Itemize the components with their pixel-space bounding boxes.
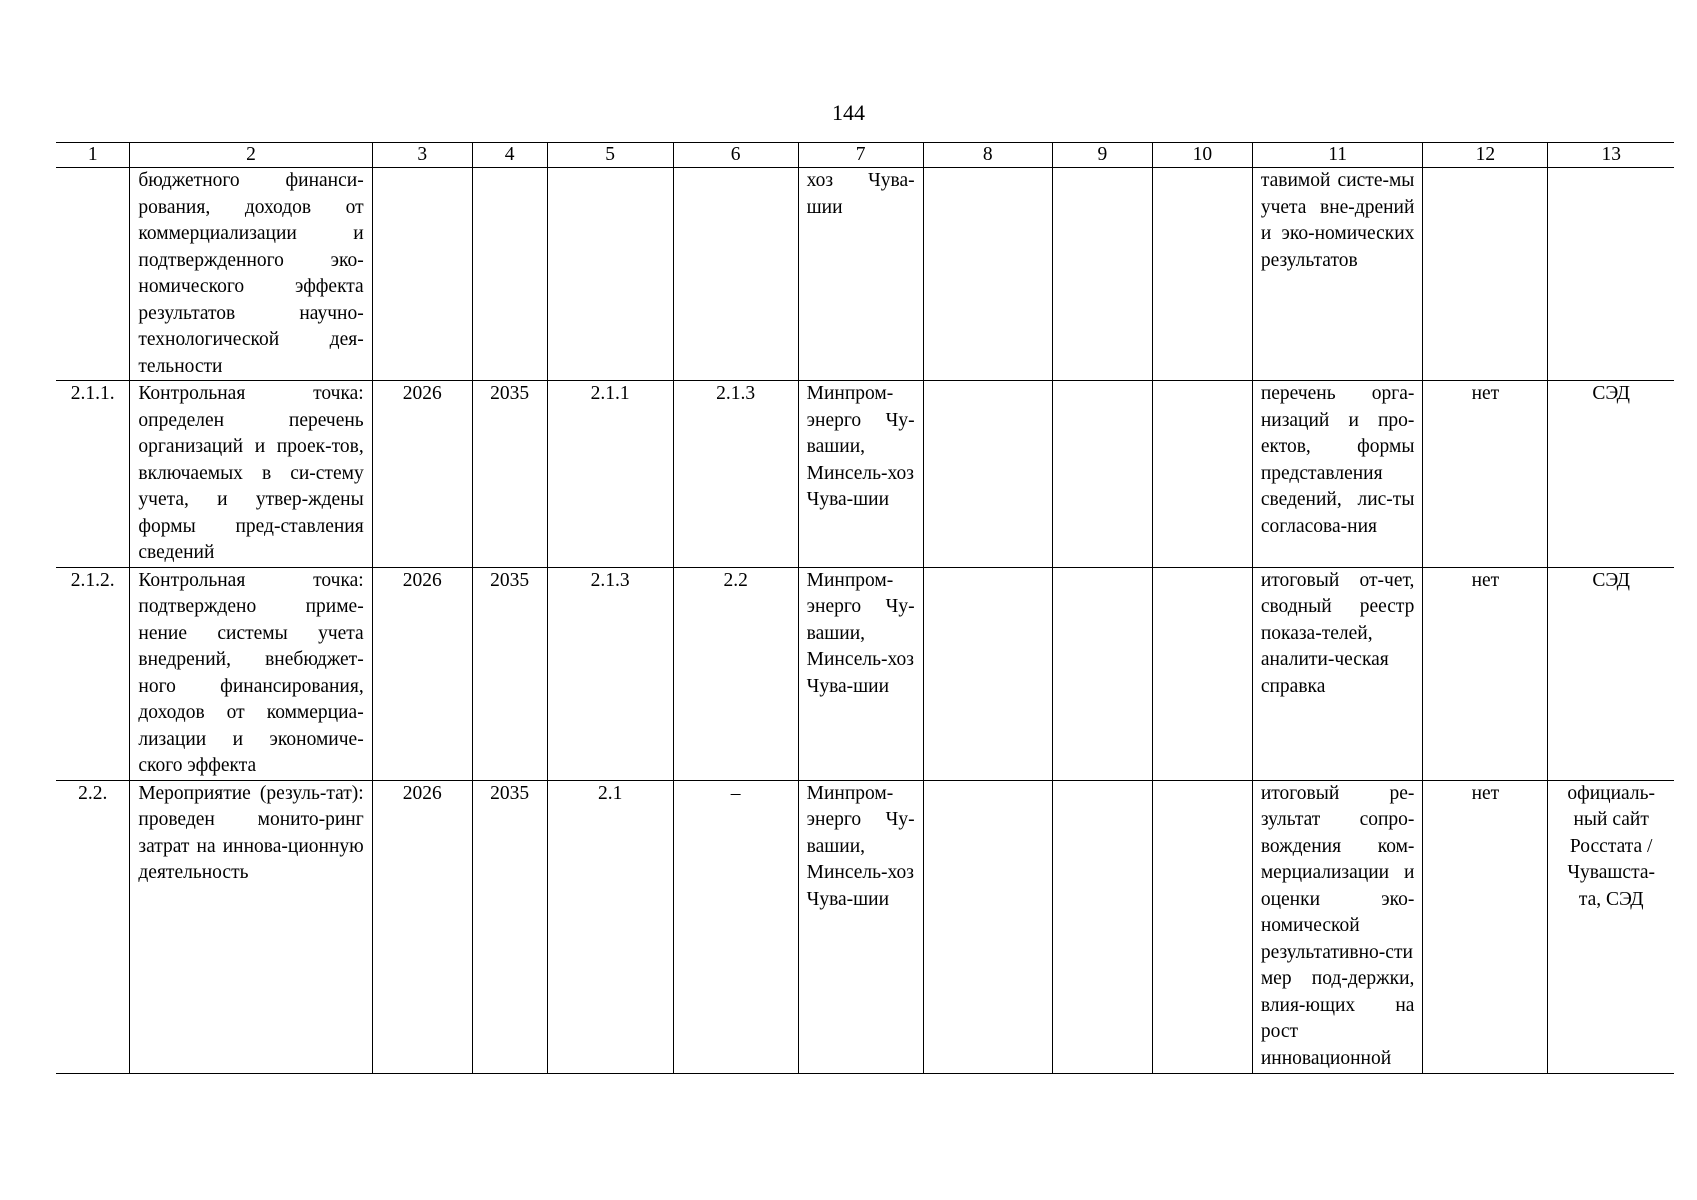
cell-number: 2.1.1. (56, 381, 130, 568)
cell-col10 (1152, 381, 1252, 568)
cell-col10 (1152, 567, 1252, 780)
cell-col12: нет (1423, 780, 1548, 1073)
table-row (56, 567, 1674, 780)
cell-start-year (372, 168, 472, 381)
cell-col8 (923, 567, 1052, 780)
cell-col10 (1152, 168, 1252, 381)
cell-end-year: 2035 (472, 567, 547, 780)
cell-col12: нет (1423, 381, 1548, 568)
cell-responsible: Минпром-энерго Чу-вашии, Минсель-хоз Чува-шии (798, 780, 923, 1073)
cell-col12 (1423, 168, 1548, 381)
cell-end-year: 2035 (472, 780, 547, 1073)
cell-document: итоговый ре-зультат сопро-вождения ком-мерциализации и оценки эко-номической результативно-сти мер под-держки, влия-ющих на рост инновационной (1252, 780, 1423, 1073)
cell-source: СЭД (1548, 567, 1674, 780)
cell-col6: 2.1.3 (673, 381, 798, 568)
cell-col9 (1052, 567, 1152, 780)
cell-document: тавимой систе-мы учета вне-дрений и эко-номических результатов (1252, 168, 1423, 381)
cell-col6: 2.2 (673, 567, 798, 780)
cell-number (56, 168, 130, 381)
cell-col5 (547, 168, 673, 381)
cell-col6: – (673, 780, 798, 1073)
cell-responsible: Минпром-энерго Чу-вашии, Минсель-хоз Чува-шии (798, 567, 923, 780)
cell-source (1548, 168, 1674, 381)
cell-col8 (923, 168, 1052, 381)
cell-description: Контрольная точка: подтверждено приме-нение системы учета внедрений, внебюджет-ного финансирования, доходов от коммерциа-лизации и экономиче-ского эффекта (130, 567, 372, 780)
cell-col5: 2.1 (547, 780, 673, 1073)
column-header: 7 (798, 143, 923, 168)
cell-col8 (923, 381, 1052, 568)
column-header: 6 (673, 143, 798, 168)
cell-start-year: 2026 (372, 381, 472, 568)
column-header: 12 (1423, 143, 1548, 168)
cell-col9 (1052, 780, 1152, 1073)
cell-start-year: 2026 (372, 567, 472, 780)
table-row (56, 381, 1674, 568)
cell-source: СЭД (1548, 381, 1674, 568)
measures-table (56, 142, 1674, 1074)
cell-col8 (923, 780, 1052, 1073)
column-header: 9 (1052, 143, 1152, 168)
column-header: 8 (923, 143, 1052, 168)
column-header: 3 (372, 143, 472, 168)
column-header: 10 (1152, 143, 1252, 168)
cell-responsible: Минпром-энерго Чу-вашии, Минсель-хоз Чува-шии (798, 381, 923, 568)
table-row (56, 168, 1674, 381)
cell-col9 (1052, 168, 1152, 381)
cell-description: Мероприятие (резуль-тат): проведен монито-ринг затрат на иннова-ционную деятельность (130, 780, 372, 1073)
cell-description: Контрольная точка: определен перечень организаций и проек-тов, включаемых в си-стему учета, и утвер-ждены формы пред-ставления сведений (130, 381, 372, 568)
cell-col9 (1052, 381, 1152, 568)
column-header: 11 (1252, 143, 1423, 168)
column-header: 5 (547, 143, 673, 168)
cell-document: перечень орга-низаций и про-ектов, формы представления сведений, лис-ты согласова-ния (1252, 381, 1423, 568)
cell-description: бюджетного финанси-рования, доходов от коммерциализации и подтвержденного эко-номического эффекта результатов научно-технологической дея-тельности (130, 168, 372, 381)
cell-col6 (673, 168, 798, 381)
column-header: 4 (472, 143, 547, 168)
column-header: 1 (56, 143, 130, 168)
cell-source: официаль-ный сайт Росстата / Чувашста-та, СЭД (1548, 780, 1674, 1073)
column-header: 2 (130, 143, 372, 168)
cell-number: 2.1.2. (56, 567, 130, 780)
cell-number: 2.2. (56, 780, 130, 1073)
column-header: 13 (1548, 143, 1674, 168)
cell-end-year: 2035 (472, 381, 547, 568)
cell-end-year (472, 168, 547, 381)
cell-start-year: 2026 (372, 780, 472, 1073)
table-row (56, 780, 1674, 1073)
cell-col5: 2.1.1 (547, 381, 673, 568)
page-number: 144 (832, 100, 865, 125)
table-header-row (56, 143, 1674, 168)
cell-document: итоговый от-чет, сводный реестр показа-телей, аналити-ческая справка (1252, 567, 1423, 780)
cell-col5: 2.1.3 (547, 567, 673, 780)
cell-col12: нет (1423, 567, 1548, 780)
cell-responsible: хоз Чува-шии (798, 168, 923, 381)
cell-col10 (1152, 780, 1252, 1073)
